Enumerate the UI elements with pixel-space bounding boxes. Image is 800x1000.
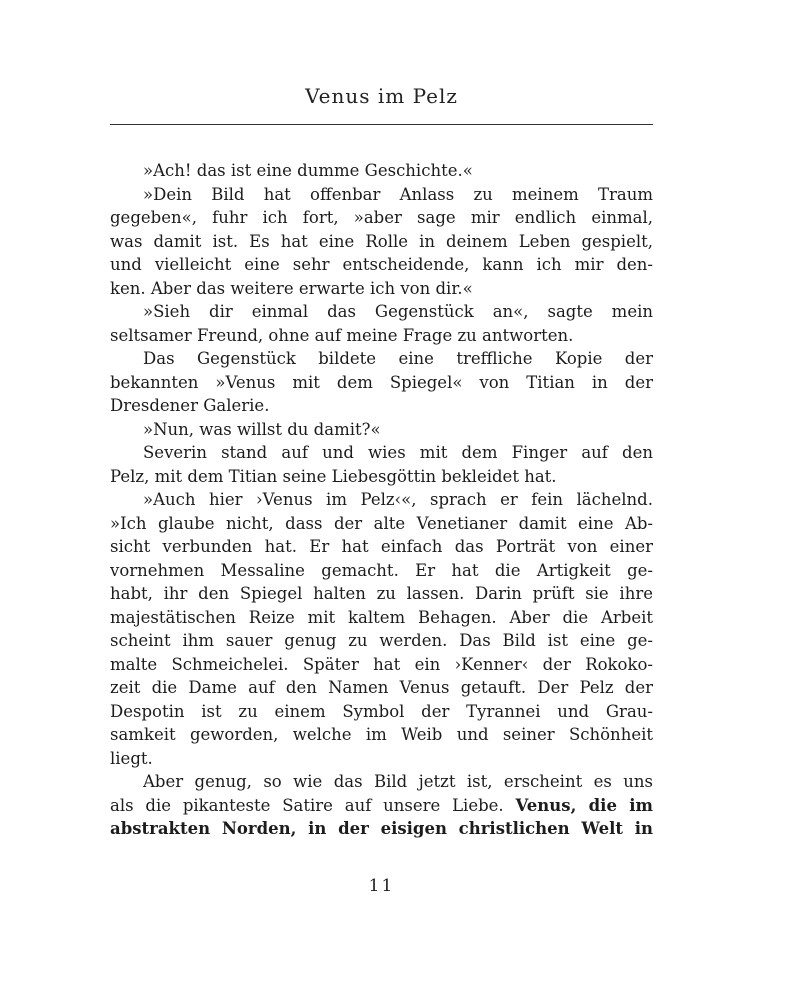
text-line: abstrakten Norden, in der eisigen christlichen Welt in xyxy=(110,819,653,838)
text-line: Das Gegenstück bildete eine treffliche Kopie der xyxy=(143,349,653,368)
text-line: habt, ihr den Spiegel halten zu lassen. Darin prüft sie ihre xyxy=(110,584,653,603)
bold-text-run: Venus, die im xyxy=(515,795,653,815)
text-line: Aber genug, so wie das Bild jetzt ist, erscheint es uns xyxy=(143,772,653,791)
text-line xyxy=(110,794,653,818)
text-line: sicht verbunden hat. Er hat einfach das Porträt von einer xyxy=(110,537,653,556)
text-line: Dresdener Galerie. xyxy=(110,396,270,415)
text-line: »Dein Bild hat offenbar Anlass zu meinem Traum xyxy=(143,184,653,204)
text-line: vornehmen Messaline gemacht. Er hat die Artigkeit ge- xyxy=(110,560,653,580)
text-line: samkeit geworden, welche im Weib und seiner Schönheit xyxy=(110,725,653,744)
header-rule xyxy=(110,124,653,125)
text-line: seltsamer Freund, ohne auf meine Frage zu antworten. xyxy=(110,325,574,345)
text-line: bekannten »Venus mit dem Spiegel« von Titian in der xyxy=(110,372,653,392)
text-line: ken. Aber das weitere erwarte ich von dir.« xyxy=(110,278,473,298)
text-line: was damit ist. Es hat eine Rolle in deinem Leben gespielt, xyxy=(110,231,653,251)
text-line: scheint ihm sauer genug zu werden. Das Bild ist eine ge- xyxy=(110,631,653,650)
page-number: 11 xyxy=(368,876,395,896)
text-line: zeit die Dame auf den Namen Venus getauft. Der Pelz der xyxy=(110,678,653,697)
body-text xyxy=(110,159,653,841)
text-line: Despotin ist zu einem Symbol der Tyrannei und Grau- xyxy=(110,701,653,721)
text-line: majestätischen Reize mit kaltem Behagen. Aber die Arbeit xyxy=(110,607,653,627)
text-line: »Sieh dir einmal das Gegenstück an«, sagte mein xyxy=(143,302,653,321)
text-line: Severin stand auf und wies mit dem Finger auf den xyxy=(143,443,653,462)
running-header: Venus im Pelz xyxy=(305,84,458,108)
text-line: Pelz, mit dem Titian seine Liebesgöttin bekleidet hat. xyxy=(110,466,557,486)
text-line: »Ach! das ist eine dumme Geschichte.« xyxy=(143,161,473,180)
text-line: malte Schmeichelei. Später hat ein ›Kenner‹ der Rokoko- xyxy=(110,654,653,674)
text-run: als die pikanteste Satire auf unsere Liebe. xyxy=(110,795,516,815)
text-line: »Ich glaube nicht, dass der alte Venetianer damit eine Ab- xyxy=(110,513,653,533)
text-line: gegeben«, fuhr ich fort, »aber sage mir endlich einmal, xyxy=(110,208,653,227)
text-line: und vielleicht eine sehr entscheidende, kann ich mir den- xyxy=(110,255,653,274)
text-line: liegt. xyxy=(110,748,153,768)
text-line: »Nun, was willst du damit?« xyxy=(143,419,381,439)
text-line: »Auch hier ›Venus im Pelz‹«, sprach er fein lächelnd. xyxy=(143,490,653,509)
